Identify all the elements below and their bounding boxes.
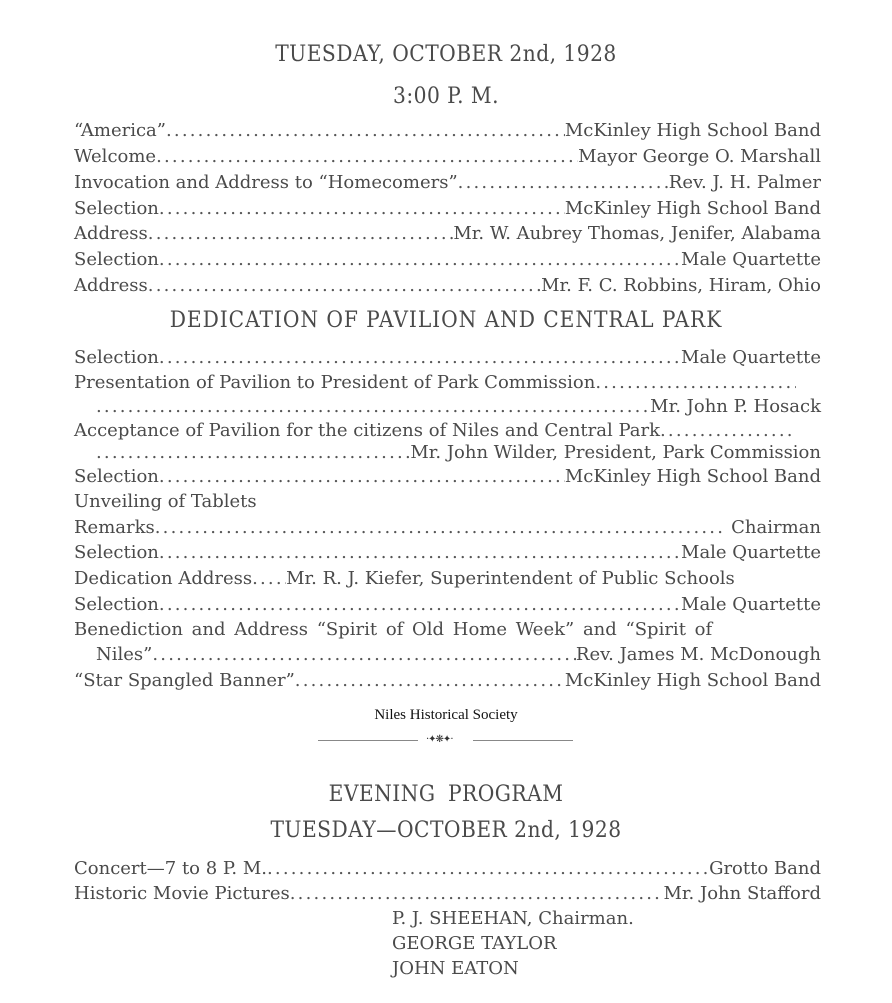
item-title: Remarks xyxy=(74,517,155,538)
leader-dots xyxy=(159,465,565,489)
divider-line xyxy=(473,740,573,741)
program-item xyxy=(74,857,821,881)
item-title: Presentation of Pavilion to President of Park Commission xyxy=(74,372,596,393)
item-performer: McKinley High School Band xyxy=(564,198,821,219)
program-item-continuation xyxy=(96,395,821,419)
dedication-heading: DEDICATION OF PAVILION AND CENTRAL PARK xyxy=(169,308,723,333)
leader-dots xyxy=(458,171,669,195)
leader-dots xyxy=(166,119,565,143)
item-performer: Mr. John Wilder, President, Park Commission xyxy=(410,442,821,463)
evening-date-heading: TUESDAY—OCTOBER 2nd, 1928 xyxy=(270,818,622,843)
item-performer: Chairman xyxy=(725,517,821,538)
item-title: Address xyxy=(74,223,148,244)
program-item xyxy=(74,145,821,169)
item-performer: Male Quartette xyxy=(681,542,821,563)
item-title: Selection xyxy=(74,594,159,615)
divider-line xyxy=(318,740,418,741)
leader-dots xyxy=(159,346,681,370)
program-item xyxy=(74,882,821,906)
leader-dots xyxy=(267,857,709,881)
item-performer: Mr. W. Aubrey Thomas, Jenifer, Alabama xyxy=(453,223,821,244)
leader-dots xyxy=(159,541,681,565)
program-item xyxy=(74,465,821,489)
item-title: Selection xyxy=(74,542,159,563)
item-title: Historic Movie Pictures xyxy=(74,883,290,904)
item-title: Selection xyxy=(74,347,159,368)
item-performer: Male Quartette xyxy=(681,347,821,368)
program-item xyxy=(74,248,821,272)
program-item xyxy=(74,119,821,143)
program-item xyxy=(74,516,821,540)
item-performer: Rev. J. H. Palmer xyxy=(668,172,821,193)
item-title: Selection xyxy=(74,249,159,270)
item-title: Acceptance of Pavilion for the citizens of Niles and Central Park xyxy=(74,420,661,441)
item-performer: McKinley High School Band xyxy=(564,120,821,141)
leader-dots xyxy=(152,643,576,667)
leader-dots xyxy=(96,395,650,419)
leader-dots xyxy=(156,145,578,169)
leader-dots xyxy=(159,593,681,617)
item-performer: Mr. John Stafford xyxy=(663,883,821,904)
afternoon-date-heading: TUESDAY, OCTOBER 2nd, 1928 xyxy=(275,42,617,67)
program-item xyxy=(74,618,821,642)
leader-dots xyxy=(148,222,454,246)
program-item xyxy=(74,490,821,514)
item-title: “America” xyxy=(74,120,166,141)
item-performer: McKinley High School Band xyxy=(564,670,821,691)
item-title: Benediction and Address “Spirit of Old Home Week” and “Spirit of xyxy=(74,619,713,640)
leader-dots xyxy=(595,371,796,395)
leader-dots xyxy=(96,441,410,465)
item-title: Address xyxy=(74,275,148,296)
item-title: Niles” xyxy=(96,644,153,665)
ornamental-divider xyxy=(318,734,574,745)
item-performer: Grotto Band xyxy=(709,858,821,879)
item-title: Dedication Address xyxy=(74,568,253,589)
flourish-icon: ·✦❋✦· xyxy=(426,734,453,745)
leader-dots xyxy=(252,567,286,591)
item-performer: Male Quartette xyxy=(681,594,821,615)
item-performer: Male Quartette xyxy=(681,249,821,270)
item-title: Invocation and Address to “Homecomers” xyxy=(74,172,458,193)
item-title: Selection xyxy=(74,466,159,487)
committee-member: P. J. SHEEHAN, Chairman. xyxy=(392,908,634,929)
item-title: Concert—7 to 8 P. M. xyxy=(74,858,267,879)
leader-dots xyxy=(290,882,664,906)
item-performer: Mr. John P. Hosack xyxy=(650,396,821,417)
program-item xyxy=(74,567,821,591)
credit-caption: Niles Historical Society xyxy=(374,707,518,723)
program-item xyxy=(74,419,796,443)
item-title: Welcome xyxy=(74,146,157,167)
evening-heading: EVENING PROGRAM xyxy=(328,782,564,807)
program-item xyxy=(74,346,821,370)
program-item xyxy=(74,222,821,246)
program-item xyxy=(74,669,821,693)
leader-dots xyxy=(155,516,726,540)
committee-member: JOHN EATON xyxy=(392,958,519,979)
item-performer: Mr. R. J. Kiefer, Superintendent of Public Schools xyxy=(286,568,735,589)
item-performer: Mayor George O. Marshall xyxy=(578,146,821,167)
afternoon-time-heading: 3:00 P. M. xyxy=(392,84,500,109)
leader-dots xyxy=(148,274,541,298)
item-title: “Star Spangled Banner” xyxy=(74,670,295,691)
leader-dots xyxy=(159,248,681,272)
leader-dots xyxy=(660,419,796,443)
item-performer: Mr. F. C. Robbins, Hiram, Ohio xyxy=(541,275,821,296)
program-item xyxy=(74,197,821,221)
item-title: Unveiling of Tablets xyxy=(74,491,257,512)
program-item xyxy=(74,274,821,298)
program-item xyxy=(74,593,821,617)
item-performer: McKinley High School Band xyxy=(564,466,821,487)
program-item-continuation xyxy=(96,643,821,667)
committee-member: GEORGE TAYLOR xyxy=(392,933,557,954)
program-item xyxy=(74,541,821,565)
item-performer: Rev. James M. McDonough xyxy=(575,644,821,665)
leader-dots xyxy=(159,197,565,221)
program-item-continuation xyxy=(96,441,821,465)
program-item xyxy=(74,171,821,195)
program-item xyxy=(74,371,796,395)
item-title: Selection xyxy=(74,198,159,219)
leader-dots xyxy=(295,669,565,693)
